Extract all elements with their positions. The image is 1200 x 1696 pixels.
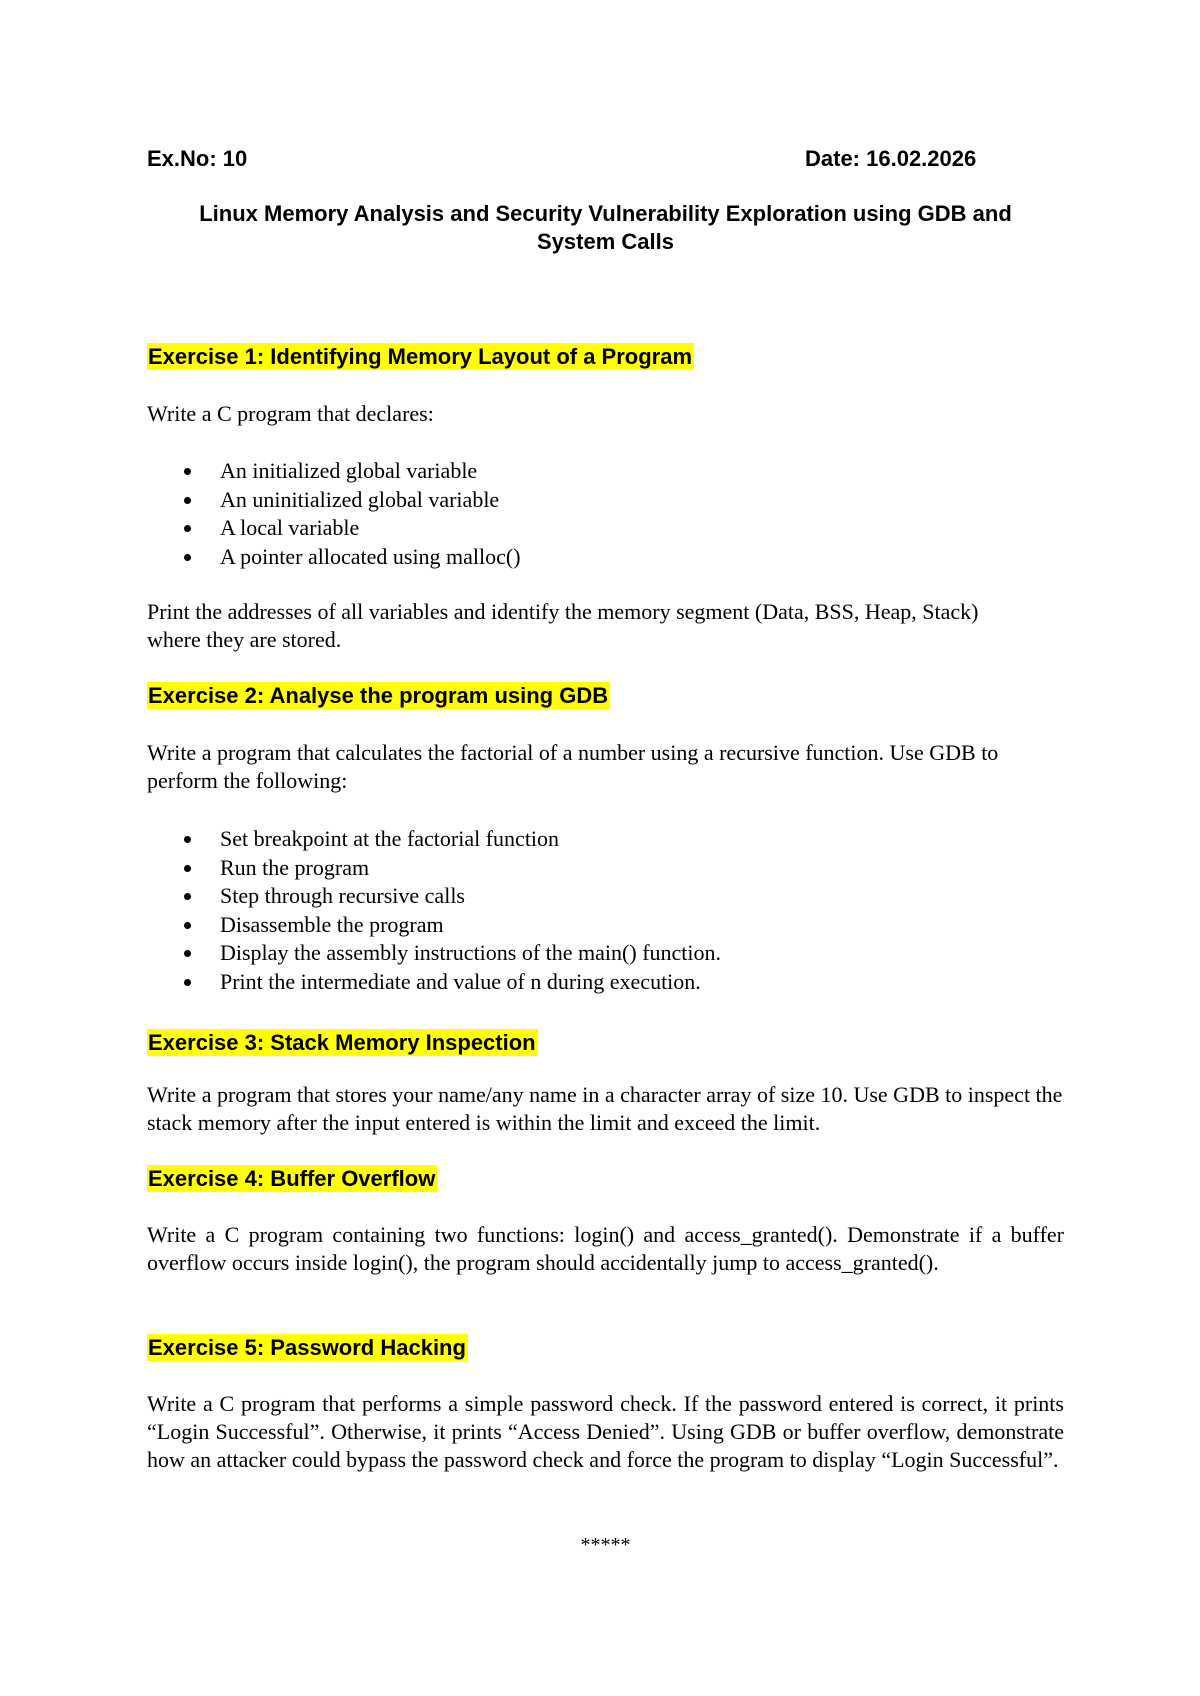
- list-item: A pointer allocated using malloc(): [147, 543, 521, 572]
- exercise-5-heading: [147, 1334, 468, 1362]
- list-item: Disassemble the program: [147, 911, 721, 940]
- end-marker: *****: [580, 1534, 631, 1556]
- exercise-1-bullet-list: [147, 457, 521, 571]
- page-title: [147, 200, 1064, 256]
- list-item: An uninitialized global variable: [147, 486, 521, 515]
- exercise-2-bullet-list: [147, 825, 721, 996]
- exercise-5-body: Write a C program that performs a simple password check. If the password entered is correct, it prints “Login Successful”. Otherwise, it prints “Access Denied”. Using GDB or buffer overflow, demonstrate how an attacker could bypass the password check and force the program to display “Login Successful”.: [147, 1391, 1064, 1472]
- bullet-dot-icon: [184, 865, 191, 872]
- bullet-dot-icon: [184, 979, 191, 986]
- exercise-1-heading: [147, 343, 694, 371]
- bullet-dot-icon: [184, 836, 191, 843]
- exercise-date: Date: 16.02.2026: [805, 146, 977, 171]
- exercise-4-body: Write a C program containing two functions: login() and access_granted(). Demonstrate if a buffer overflow occurs inside login(), the program should accidentally jump to access_granted().: [147, 1222, 1064, 1275]
- exercise-1-outro: Print the addresses of all variables and identify the memory segment (Data, BSS, Heap, Stack) where they are stored.: [147, 599, 979, 652]
- exercise-3-heading-text: Exercise 3: Stack Memory Inspection: [148, 1030, 536, 1055]
- bullet-dot-icon: [184, 554, 191, 561]
- bullet-dot-icon: [184, 950, 191, 957]
- bullet-dot-icon: [184, 525, 191, 532]
- exercise-3-body: Write a program that stores your name/any name in a character array of size 10. Use GDB to inspect the stack memory after the input entered is within the limit and exceed the limit.: [147, 1082, 1063, 1135]
- exercise-1-heading-text: Exercise 1: Identifying Memory Layout of a Program: [148, 344, 693, 369]
- list-item: An initialized global variable: [147, 457, 521, 486]
- exercise-3-heading: [147, 1029, 538, 1057]
- exercise-2-heading-text: Exercise 2: Analyse the program using GDB: [148, 683, 609, 708]
- exercise-1-intro: Write a C program that declares:: [147, 401, 434, 426]
- exercise-2-heading: [147, 682, 610, 710]
- bullet-dot-icon: [184, 468, 191, 475]
- bullet-dot-icon: [184, 893, 191, 900]
- list-item: A local variable: [147, 514, 521, 543]
- exercise-5-heading-text: Exercise 5: Password Hacking: [148, 1335, 466, 1360]
- exercise-2-intro: Write a program that calculates the factorial of a number using a recursive function. Use GDB to perform the following:: [147, 740, 999, 793]
- list-item: Step through recursive calls: [147, 882, 721, 911]
- bullet-dot-icon: [184, 922, 191, 929]
- list-item: Run the program: [147, 854, 721, 883]
- page-title-line-2: System Calls: [537, 229, 674, 254]
- exercise-4-heading: [147, 1165, 437, 1193]
- bullet-dot-icon: [184, 497, 191, 504]
- list-item: Set breakpoint at the factorial function: [147, 825, 721, 854]
- list-item: Display the assembly instructions of the main() function.: [147, 939, 721, 968]
- exercise-number: Ex.No: 10: [147, 146, 248, 171]
- exercise-4-heading-text: Exercise 4: Buffer Overflow: [148, 1166, 436, 1191]
- list-item: Print the intermediate and value of n during execution.: [147, 968, 721, 997]
- page-title-line-1: Linux Memory Analysis and Security Vulnerability Exploration using GDB and: [199, 201, 1012, 226]
